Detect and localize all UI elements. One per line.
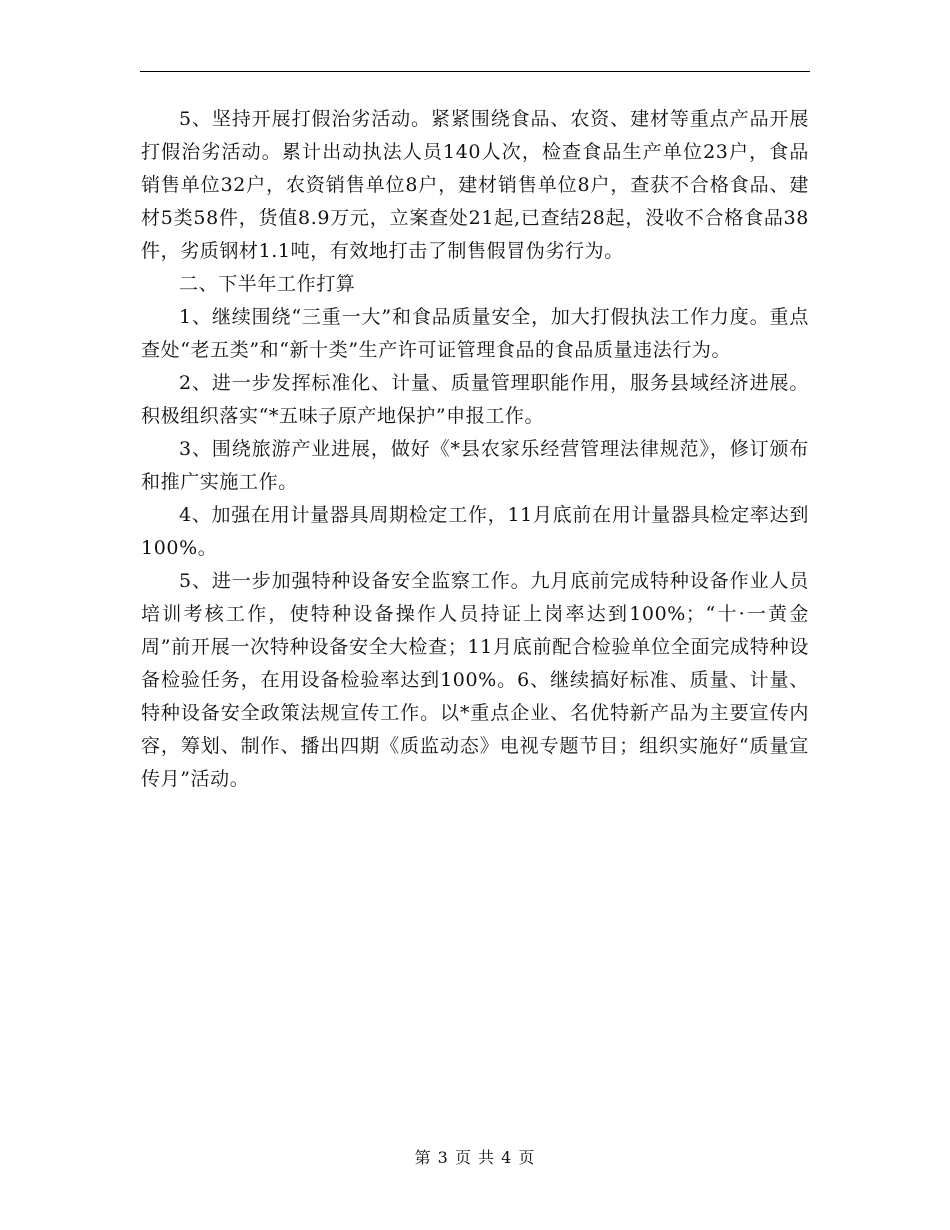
section-heading-second-half-plan: 二、下半年工作打算 [179, 273, 356, 295]
header-rule [140, 71, 810, 72]
paragraph-plan-item-4: 4、加强在用计量器具周期检定工作，11月底前在用计量器具检定率达到100%。 [141, 504, 809, 559]
paragraph-plan-item-1: 1、继续围绕“三重一大”和食品质量安全，加大打假执法工作力度。重点查处“老五类”和“新十类”生产许可证管理食品的食品质量违法行为。 [141, 306, 809, 361]
paragraph-plan-item-2: 2、进一步发挥标准化、计量、质量管理职能作用，服务县域经济进展。积极组织落实“*五味子原产地保护”申报工作。 [141, 372, 809, 427]
paragraph-anti-counterfeit: 5、坚持开展打假治劣活动。紧紧围绕食品、农资、建材等重点产品开展打假治劣活动。累计出动执法人员140人次，检查食品生产单位23户，食品销售单位32户，农资销售单位8户，建材销售单位8户，查获不合格食品、建材5类58件，货值8.9万元，立案查处21起,已查结28起，没收不合格食品38件，劣质钢材1.1吨，有效地打击了制售假冒伪劣行为。 [141, 108, 809, 262]
paragraph-plan-item-5-6: 5、进一步加强特种设备安全监察工作。九月底前完成特种设备作业人员培训考核工作，使特种设备操作人员持证上岗率达到100%；“十·一黄金周”前开展一次特种设备安全大检查；11月底前配合检验单位全面完成特种设备检验任务，在用设备检验率达到100%。6、继续搞好标准、质量、计量、特种设备安全政策法规宣传工作。以*重点企业、名优特新产品为主要宣传内容，筹划、制作、播出四期《质监动态》电视专题节目；组织实施好“质量宣传月”活动。 [141, 570, 809, 790]
page-number-footer: 第 3 页 共 4 页 [414, 1148, 536, 1167]
document-body [141, 103, 809, 796]
paragraph-plan-item-3: 3、围绕旅游产业进展，做好《*县农家乐经营管理法律规范》，修订颁布和推广实施工作。 [141, 438, 809, 493]
